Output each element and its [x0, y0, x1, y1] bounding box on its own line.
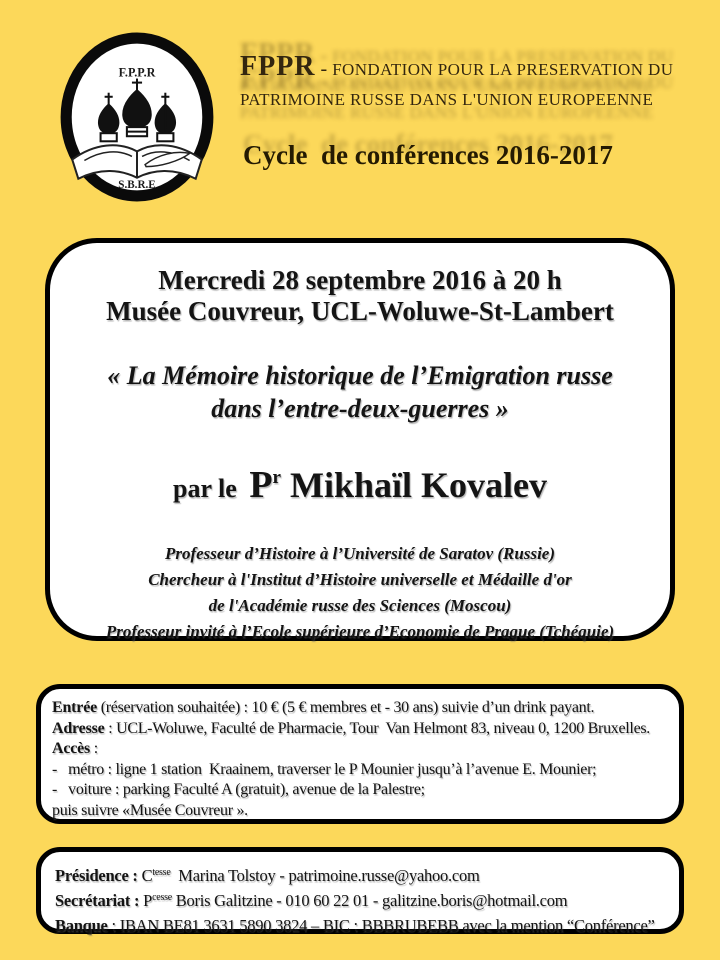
bio-line: Professeur invité à l’Ecole supérieure d’Economie de Prague (Tchéquie) [105, 622, 615, 641]
access-text: : [90, 740, 98, 758]
speaker-line [50, 463, 670, 507]
bank-text: : IBAN BE81 3631 5890 3824 – BIC : BBBRUBEBB avec la mention “Conférence” [107, 916, 655, 935]
lecture-title-line2: dans l’entre-deux-guerres » [211, 394, 509, 423]
access-label: Accès [52, 740, 91, 758]
secretariat-line: Secrétariat : $P^{cesse}$ Boris Galitzine - 010 60 22 01 - galitzine.boris@hotmail.com [55, 891, 568, 910]
entry-fee-line [52, 698, 670, 719]
event-box [45, 238, 675, 641]
speaker-title-letter: P [249, 464, 273, 506]
event-venue: Musée Couvreur, UCL-Woluwe-St-Lambert [106, 296, 614, 326]
org-separator: - [315, 58, 333, 80]
speaker-prefix: par le [173, 474, 244, 503]
bank-label: Banque [55, 916, 108, 935]
lecture-title-line1: « La Mémoire historique de l’Emigration russe [107, 361, 613, 390]
follow-signs-text: puis suivre «Musée Couvreur ». [52, 801, 248, 819]
speaker-bio [50, 541, 670, 645]
speaker-name: Mikhaïl Kovalev [280, 465, 547, 505]
entry-text: (réservation souhaitée) : 10 € (5 € membres et - 30 ans) suivie d’un drink payant. [97, 699, 595, 716]
org-acronym: FPPR [240, 51, 316, 82]
car-text: - voiture : parking Faculté A (gratuit), avenue de la Palestre; [52, 781, 425, 799]
bio-line: Professeur d’Histoire à l’Université de Saratov (Russie) [164, 544, 556, 563]
metro-line [52, 760, 670, 781]
speaker-title-superscript: r [272, 467, 281, 488]
presidence-label: Présidence : [55, 866, 138, 885]
address-label: Adresse [52, 719, 105, 737]
org-title-line1 [240, 52, 700, 86]
series-title: Cycle de conférences 2016-2017 [243, 140, 613, 170]
fppr-logo [56, 32, 218, 202]
lecture-title [50, 359, 670, 425]
org-title [240, 52, 700, 113]
address-line [52, 719, 670, 740]
logo-bottom-text: S.B.R.E [118, 178, 156, 191]
address-text: : UCL-Woluwe, Faculté de Pharmacie, Tour Van Helmont 83, niveau 0, 1200 Bruxelles. [104, 719, 650, 737]
entry-label: Entrée [52, 699, 98, 716]
org-name-part1: FONDATION POUR LA PRESERVATION DU [332, 60, 674, 79]
practical-info-box [36, 684, 684, 824]
secretariat-label: Secrétariat : [55, 891, 140, 910]
metro-text: - métro : ligne 1 station Kraainem, traverser le P Mounier jusqu’à l’avenue E. Mounier; [52, 760, 597, 778]
logo-top-text: F.P.P.R [118, 65, 156, 80]
contact-box [36, 847, 684, 934]
event-date: Mercredi 28 septembre 2016 à 20 h [158, 265, 562, 295]
car-line [52, 780, 670, 801]
access-line [52, 739, 670, 760]
secretariat-text: Boris Galitzine - 010 60 22 01 - galitzine.boris@hotmail.com [171, 891, 568, 910]
bio-line: de l'Académie russe des Sciences (Moscou) [208, 596, 512, 615]
bio-line: Chercheur à l'Institut d’Histoire universelle et Médaille d'or [148, 570, 572, 589]
presidence-text: Marina Tolstoy - patrimoine.russe@yahoo.com [170, 866, 480, 885]
org-name-part2: PATRIMOINE RUSSE DANS L'UNION EUROPEENNE [240, 90, 654, 109]
bank-line [55, 912, 671, 937]
follow-signs-line [52, 801, 670, 822]
presidence-line: Présidence : $C^{tesse}$ Marina Tolstoy - patrimoine.russe@yahoo.com [55, 866, 480, 885]
